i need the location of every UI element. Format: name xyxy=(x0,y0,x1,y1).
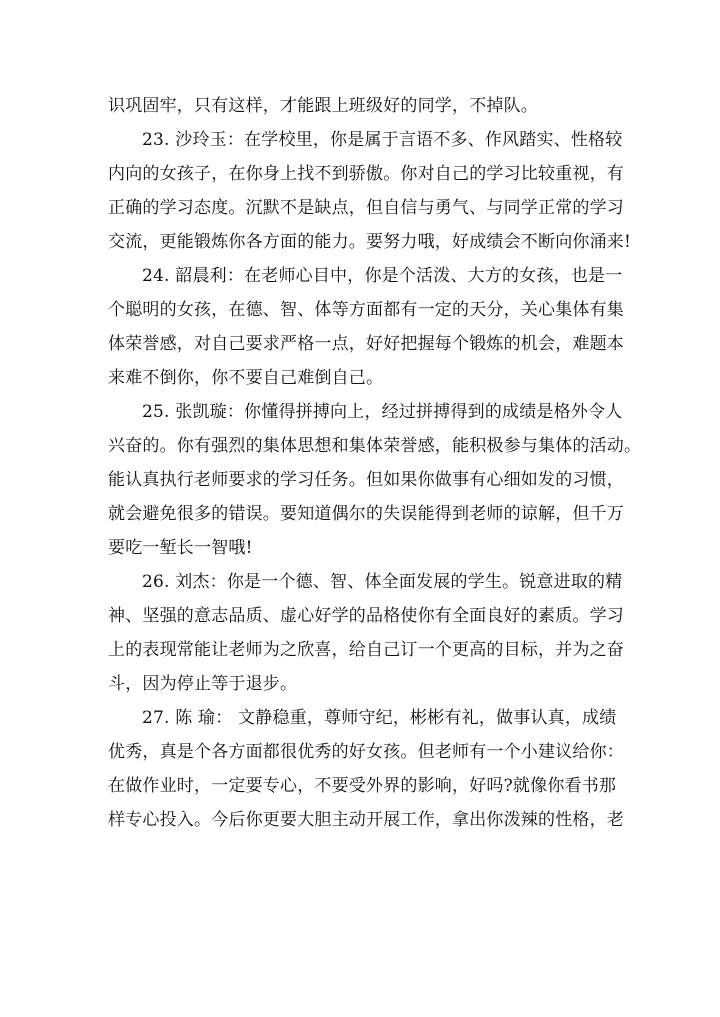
document-body xyxy=(108,89,642,837)
text-line: 优秀，真是个各方面都很优秀的好女孩。但老师有一个小建议给你： xyxy=(108,742,624,762)
text-line: 要吃一堑长一智哦! xyxy=(108,538,253,558)
text-line: 交流，更能锻炼你各方面的能力。要努力哦，好成绩会不断向你涌来! xyxy=(108,232,632,252)
text-line: 来难不倒你，你不要自己难倒自己。 xyxy=(108,368,384,388)
paragraph-first-line: 25. 张凯璇：你懂得拼搏向上，经过拼搏得到的成绩是格外令人 xyxy=(142,402,623,422)
paragraph-first-line: 23. 沙玲玉：在学校里，你是属于言语不多、作风踏实、性格较 xyxy=(142,130,623,150)
text-line: 就会避免很多的错误。要知道偶尔的失误能得到老师的谅解，但千万 xyxy=(108,504,624,524)
text-line: 内向的女孩子，在你身上找不到骄傲。你对自己的学习比较重视，有 xyxy=(108,164,624,184)
paragraph-first-line: 26. 刘杰：你是一个德、智、体全面发展的学生。锐意进取的精 xyxy=(142,572,623,592)
text-line: 正确的学习态度。沉默不是缺点，但自信与勇气、与同学正常的学习 xyxy=(108,198,624,218)
text-line: 能认真执行老师要求的学习任务。但如果你做事有心细如发的习惯， xyxy=(108,470,624,490)
text-line: 斗，因为停止等于退步。 xyxy=(108,674,298,694)
text-line: 体荣誉感，对自己要求严格一点，好好把握每个锻炼的机会，难题本 xyxy=(108,334,624,354)
text-line: 神、坚强的意志品质、虚心好学的品格使你有全面良好的素质。学习 xyxy=(108,606,624,626)
paragraph-first-line: 24. 韶晨利：在老师心目中，你是个活泼、大方的女孩，也是一 xyxy=(142,266,623,286)
text-line: 识巩固牢，只有这样，才能跟上班级好的同学，不掉队。 xyxy=(108,96,538,116)
text-line: 兴奋的。你有强烈的集体思想和集体荣誉感，能积极参与集体的活动。 xyxy=(108,436,642,456)
text-line: 个聪明的女孩，在德、智、体等方面都有一定的天分，关心集体有集 xyxy=(108,300,624,320)
text-line: 在做作业时，一定要专心，不要受外界的影响，好吗?就像你看书那 xyxy=(108,776,617,796)
text-line: 样专心投入。今后你更要大胆主动开展工作，拿出你泼辣的性格，老 xyxy=(108,810,624,830)
text-line: 上的表现常能让老师为之欣喜，给自己订一个更高的目标，并为之奋 xyxy=(108,640,624,660)
paragraph-first-line: 27. 陈 瑜： 文静稳重，尊师守纪，彬彬有礼，做事认真，成绩 xyxy=(142,708,617,728)
